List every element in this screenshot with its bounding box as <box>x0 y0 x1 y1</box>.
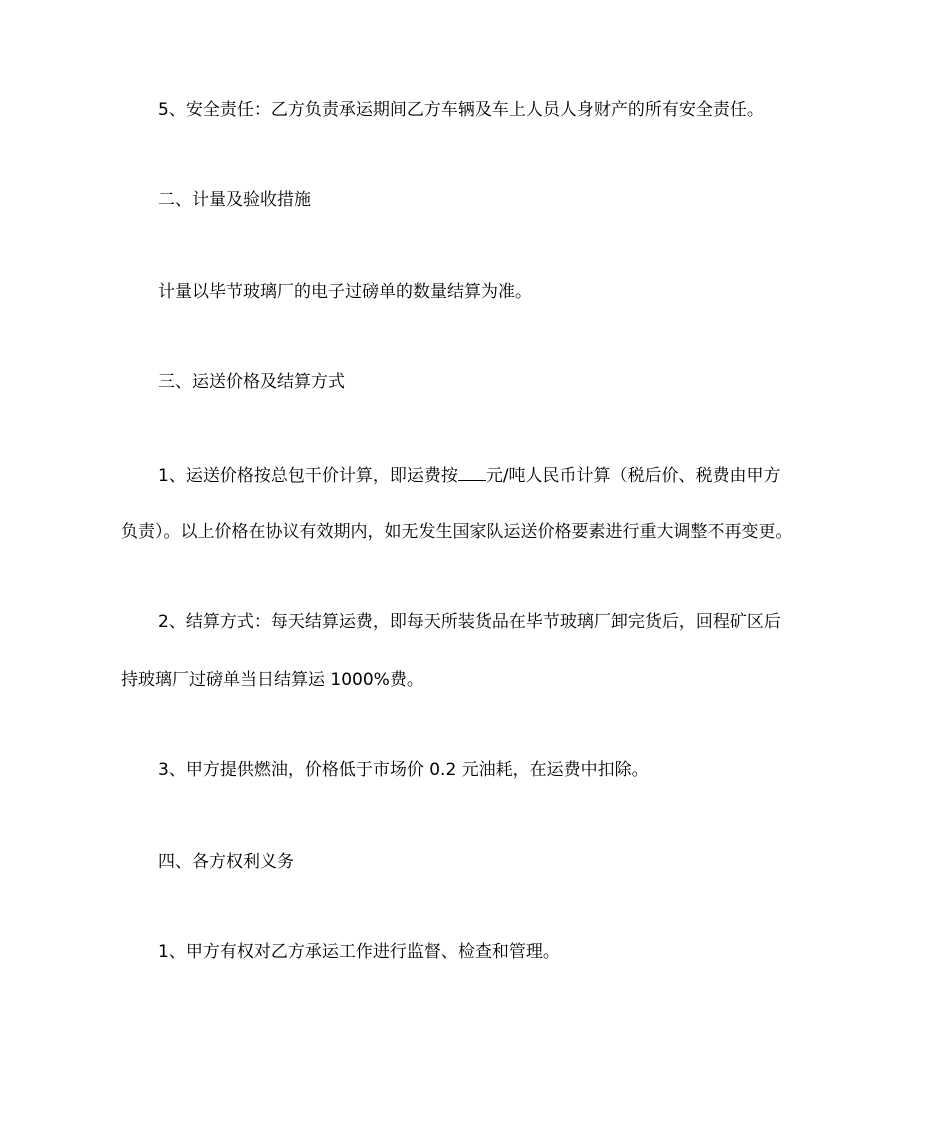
clause-party-a-rights: 1、甲方有权对乙方承运工作进行监督、检查和管理。 <box>158 942 560 962</box>
clause-price-text-b: 元/吨人民币计算（税后价、税费由甲方 <box>485 466 781 486</box>
clause-price-line-2: 负责）。以上价格在协议有效期内，如无发生国家队运送价格要素进行重大调整不再变更。 <box>121 522 793 542</box>
paragraph-measurement: 计量以毕节玻璃厂的电子过磅单的数量结算为准。 <box>158 282 532 302</box>
heading-price-settlement: 三、运送价格及结算方式 <box>158 372 345 392</box>
heading-rights-obligations: 四、各方权利义务 <box>158 852 294 872</box>
heading-measurement: 二、计量及验收措施 <box>158 190 311 210</box>
clause-safety-responsibility: 5、安全责任：乙方负责承运期间乙方车辆及车上人员人身财产的所有安全责任。 <box>158 100 764 120</box>
clause-price-line-1 <box>158 462 878 488</box>
blank-fill-line <box>458 462 486 481</box>
clause-settlement-line-1: 2、结算方式：每天结算运费，即每天所装货品在毕节玻璃厂卸完货后，回程矿区后 <box>158 612 781 632</box>
clause-settlement-line-2: 持玻璃厂过磅单当日结算运 1000%费。 <box>121 670 424 690</box>
clause-fuel: 3、甲方提供燃油，价格低于市场价 0.2 元油耗，在运费中扣除。 <box>158 760 649 780</box>
clause-price-text-a: 1、运送价格按总包干价计算，即运费按 <box>158 466 458 486</box>
